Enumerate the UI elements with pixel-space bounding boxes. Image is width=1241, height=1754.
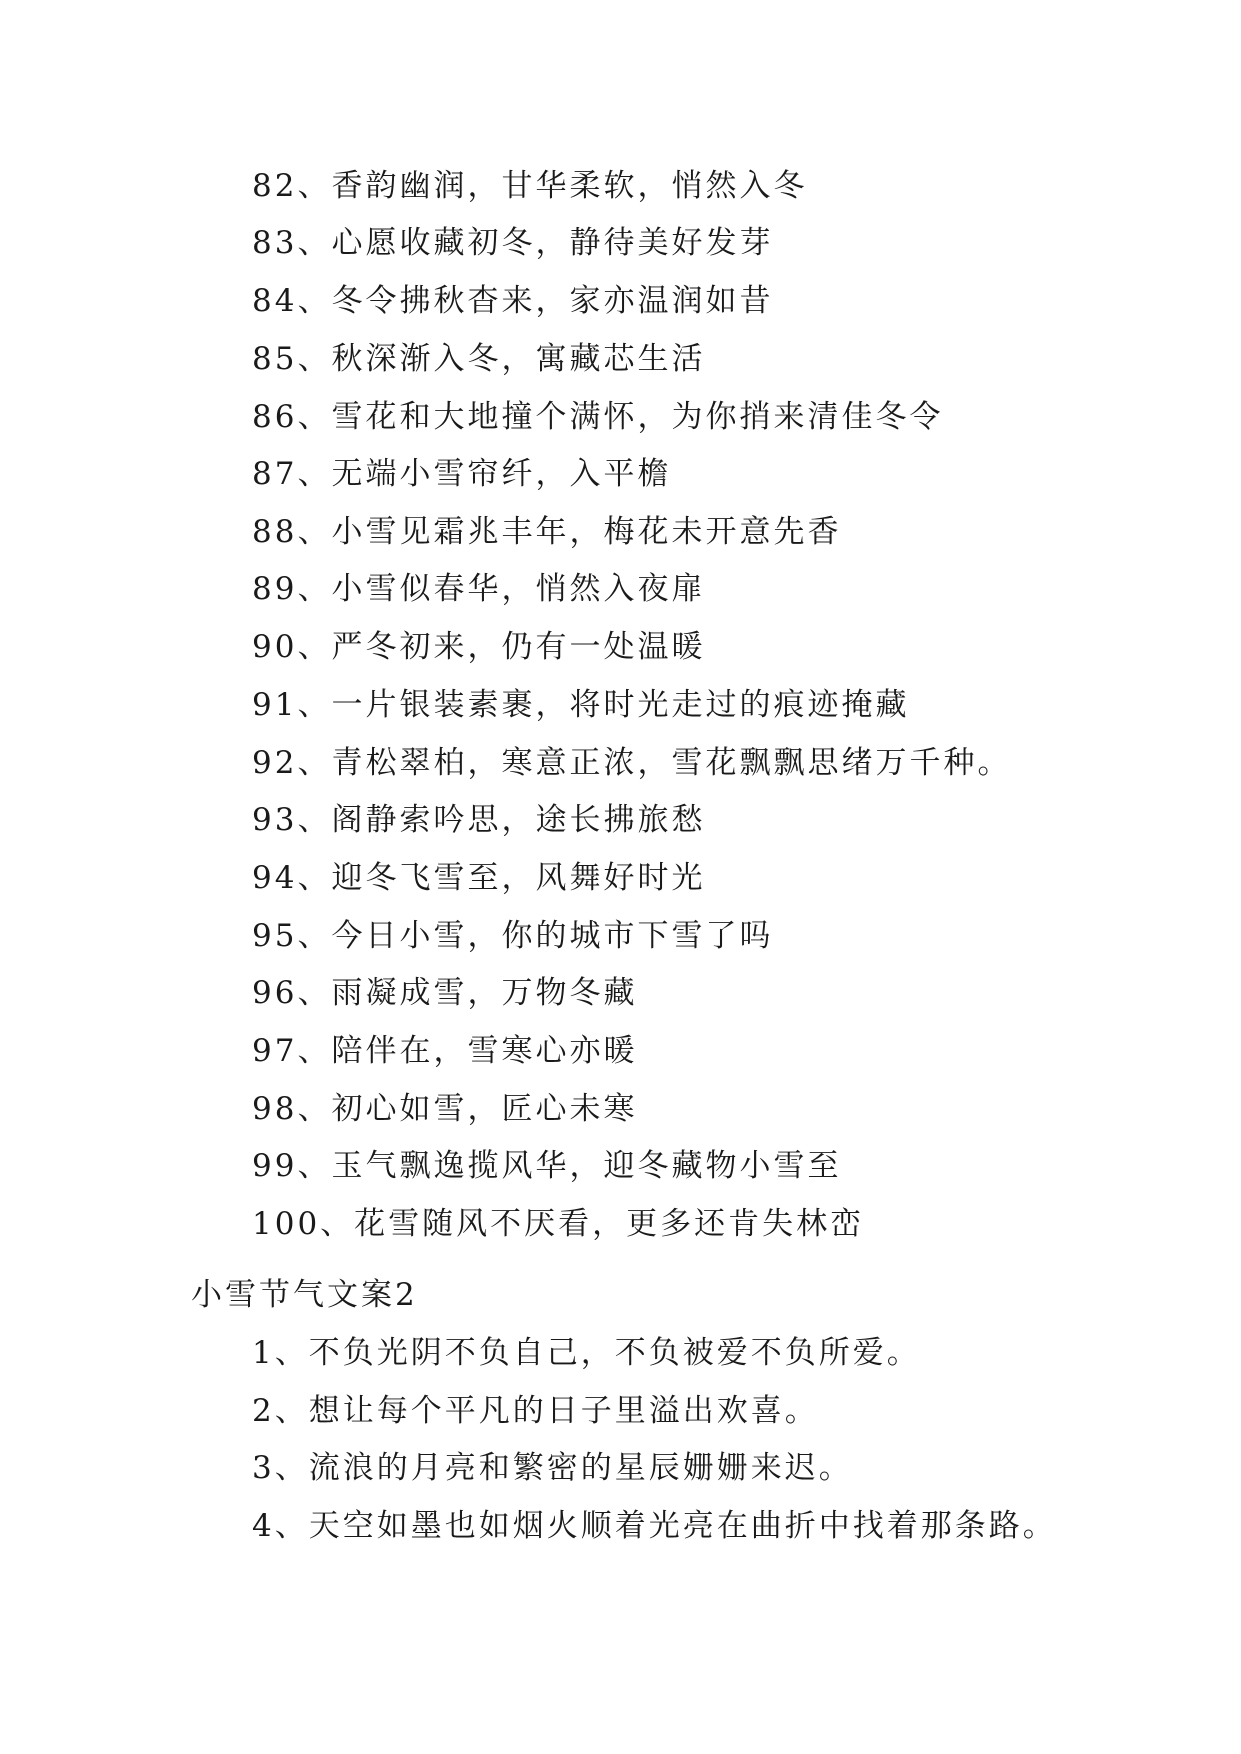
list-item: 99、玉气飘逸揽风华，迎冬藏物小雪至 [252, 1148, 842, 1184]
list-item: 91、一片银装素裹，将时光走过的痕迹掩藏 [252, 687, 910, 723]
list-item: 95、今日小雪，你的城市下雪了吗 [252, 918, 774, 954]
list-item: 90、严冬初来，仍有一处温暖 [252, 629, 706, 665]
list-item: 2、想让每个平凡的日子里溢出欢喜。 [252, 1393, 819, 1429]
list-item: 98、初心如雪，匠心未寒 [252, 1091, 638, 1127]
list-item: 89、小雪似春华，悄然入夜扉 [252, 571, 706, 607]
list-item: 85、秋深渐入冬，寓藏芯生活 [252, 341, 706, 377]
list-item: 84、冬令拂秋杳来，家亦温润如昔 [252, 283, 774, 319]
list-item: 3、流浪的月亮和繁密的星辰姗姗来迟。 [252, 1450, 853, 1486]
list-item: 94、迎冬飞雪至，风舞好时光 [252, 860, 706, 896]
list-item: 87、无端小雪帘纤，入平檐 [252, 456, 672, 492]
list-item: 86、雪花和大地撞个满怀，为你捎来清佳冬令 [252, 399, 944, 435]
list-item: 1、不负光阴不负自己，不负被爱不负所爱。 [252, 1335, 921, 1371]
list-item: 97、陪伴在，雪寒心亦暖 [252, 1033, 638, 1069]
list-item: 92、青松翠柏，寒意正浓，雪花飘飘思绪万千种。 [252, 745, 1012, 781]
list-item: 88、小雪见霜兆丰年，梅花未开意先香 [252, 514, 842, 550]
list-item: 83、心愿收藏初冬，静待美好发芽 [252, 225, 774, 261]
list-item: 96、雨凝成雪，万物冬藏 [252, 975, 638, 1011]
list-item: 100、花雪随风不厌看，更多还肯失林峦 [252, 1206, 865, 1242]
list-item: 93、阁静索吟思，途长拂旅愁 [252, 802, 706, 838]
list-item: 4、天空如墨也如烟火顺着光亮在曲折中找着那条路。 [252, 1508, 1057, 1544]
list-item: 82、香韵幽润，甘华柔软，悄然入冬 [252, 168, 808, 204]
section-heading: 小雪节气文案2 [191, 1277, 418, 1313]
